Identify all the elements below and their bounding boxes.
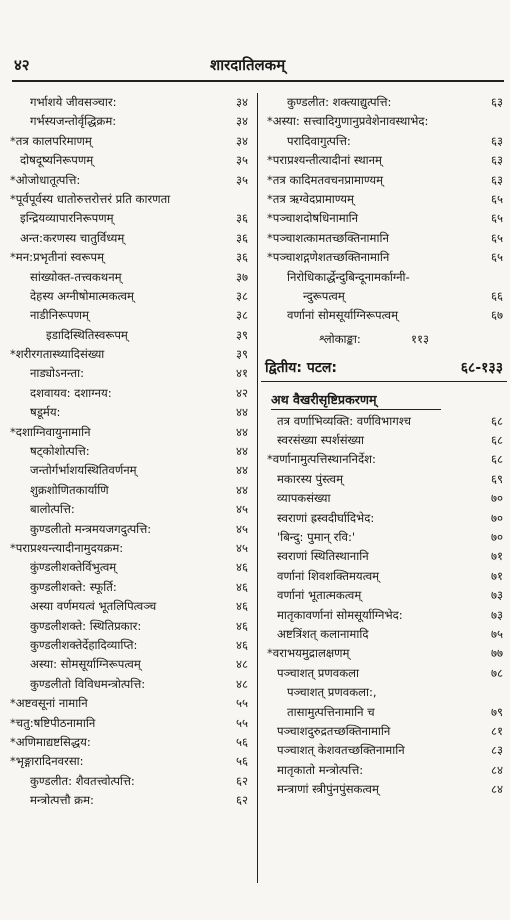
shloka-count-label: श्लोकाङ्का: [319,331,361,346]
entry-page-number: ८१ [490,723,503,738]
entry-title: नाड्योऽनन्ता: [30,366,84,381]
left-column [4,93,252,810]
entry-page-number: ७३ [490,607,503,622]
index-entry [261,606,507,625]
entry-title: *अष्टवसूनां नामानि [10,696,88,711]
entry-title: अस्या वर्णमयत्वं भूतलिपित्वञ्च [30,599,157,614]
entry-page-number: ४४ [235,482,248,497]
entry-title: परादिवागुत्पत्ति: [287,133,351,148]
entry-title: *पूर्वपूर्वस्य धातोरुत्तरोत्तरं प्रति कारणता [10,191,171,206]
entry-title: इन्द्रियव्यापारनिरूपणम् [20,211,114,226]
entry-page-number: ३८ [235,308,248,323]
index-entry [4,442,252,461]
entry-title: *पराप्रश्यन्त्यादीनामुदयक्रम: [10,540,124,555]
entry-page-number: ६३ [490,133,503,148]
index-entry [4,403,252,422]
entry-title: मातृकावर्णानां सोमसूर्याग्निभेद: [277,607,403,622]
entry-page-number: ७० [490,491,503,506]
entry-title: सांख्योक्त-तत्त्वकथनम् [30,269,122,284]
entry-title: स्वराणां स्थितिस्थानानि [277,549,369,564]
entry-title: मन्त्रोत्पत्तौ क्रम: [30,793,94,808]
right-column [261,93,507,800]
index-entry [4,520,252,539]
entry-page-number: ६२ [235,773,248,788]
entry-page-number: ६८ [490,413,503,428]
index-entry [4,655,252,674]
entry-page-number: ३४ [235,95,248,109]
entry-page-number: ६५ [490,191,503,206]
entry-page-number: ६९ [490,471,503,486]
running-title: शारदातिलकम् [210,56,286,74]
entry-page-number: ३७ [235,269,248,284]
entry-title: षट्कोशोत्पत्ति: [30,444,90,459]
index-entry [261,209,507,228]
entry-page-number: ८४ [490,762,503,777]
index-entry [4,190,252,209]
index-entry [261,229,507,248]
entry-title: *तत्र कादिमतवचनप्रामाण्यम् [267,172,384,187]
entry-title: कुण्डलीत: शैवतत्त्वोत्पत्ति: [30,773,135,788]
entry-title: कुण्डलीत: शक्त्याद्युत्पत्ति: [287,95,392,109]
index-entry [4,93,252,112]
entry-page-number: ३६ [235,230,248,245]
index-entry [4,326,252,345]
entry-page-number: ४४ [235,424,248,439]
index-entry [4,675,252,694]
entry-page-number: ७० [490,510,503,525]
index-entry [4,112,252,131]
index-entry [4,364,252,383]
entry-title: पञ्चाशत् प्रणवकला [277,665,359,680]
entry-page-number: ४६ [235,618,248,633]
index-entry [261,93,507,112]
section-title: द्वितीय: पटल: [265,359,337,376]
index-entry [261,509,507,528]
index-entry [261,722,507,741]
entry-page-number: ६३ [490,172,503,187]
index-entry [4,500,252,519]
entry-page-number: ५६ [235,734,248,749]
index-entry [4,481,252,500]
entry-title: कुण्डलीशक्ते: स्थितिप्रकार: [30,618,142,633]
entry-title: नाडीनिरूपणम् [30,308,89,323]
entry-title: पञ्चाशदुरुद्रतच्छक्तिनामानि [277,723,391,738]
entry-page-number: ४५ [235,502,248,517]
entry-title: 'बिन्दु: पुमान् रवि:' [277,530,356,545]
entry-title: बालोत्पत्ति: [30,502,75,517]
entry-title: *तत्र ऋग्वेदप्रामाण्यम् [267,191,354,206]
entry-page-number: ४४ [235,444,248,459]
entry-title: कुण्डलीतो विविधमन्त्रोत्पत्ति: [30,676,146,691]
index-entry [4,772,252,791]
entry-page-number: ४८ [235,676,248,691]
entry-page-number: ४६ [235,579,248,594]
index-entry [4,636,252,655]
index-entry [4,791,252,810]
entry-title: *चतु:षष्टिपीठनामानि [10,715,96,730]
entry-page-number: ३४ [235,133,248,148]
entry-title: *पराप्रश्यन्तीत्यादीनां स्थानम् [267,153,382,168]
entry-title: *पञ्चाशद्गणेशतच्छक्तिनामानि [267,250,390,265]
index-entry [261,780,507,799]
entry-title: स्वराणां ह्रस्वदीर्घादिभेद: [277,510,375,525]
entry-page-number: ४६ [235,637,248,652]
index-entry [261,132,507,151]
entry-title: *दशाग्निवायुनामानि [10,424,91,439]
entry-page-number: ८४ [490,782,503,797]
index-entry [261,112,507,131]
entry-page-number: ८३ [490,743,503,758]
entry-title: पञ्चाशत् प्रणवकला:, [287,685,377,700]
entry-page-number: ४४ [235,463,248,478]
entry-title: देहस्य अग्नीषोमात्मकत्वम् [30,288,134,303]
entry-title: *ओजोधातूत्पत्ति: [10,172,81,187]
entry-page-number: ६६ [490,288,503,303]
index-entry [4,597,252,616]
entry-title: कुण्डलीशक्ते: स्फूर्ति: [30,579,117,594]
index-entry [4,384,252,403]
entry-page-number: ३९ [235,347,248,362]
index-entry [4,694,252,713]
index-entry [261,761,507,780]
entry-title: दोषदूष्यनिरूपणम् [20,153,94,168]
entry-title: तासामुत्पत्तिनामानि च [287,704,375,719]
index-entry [261,567,507,586]
entry-title: गर्भस्यजन्तोर्वृद्धिक्रम: [30,114,117,129]
index-entry [261,190,507,209]
entry-title: कुण्डलीशक्तेर्देहादिव्याप्ति: [30,637,138,652]
entry-title: जन्तोर्गर्भाशयस्थितिवर्णनम् [30,463,137,478]
entry-page-number: ४१ [235,366,248,381]
index-entry [261,703,507,722]
entry-title: वर्णानां भूतात्मकत्वम् [277,588,362,603]
entry-title: मातृकातो मन्त्रोत्पत्ति: [277,762,364,777]
entry-title: अन्त:करणस्य चातुर्विध्यम् [20,230,125,245]
index-entry [4,248,252,267]
index-entry [261,431,507,450]
entry-page-number: ३६ [235,250,248,265]
entry-page-number: ६५ [490,230,503,245]
page-number: ४२ [14,56,30,74]
index-entry [4,617,252,636]
index-entry [261,268,507,287]
entry-title: *भृङ्गारादिनवरसा: [10,754,84,769]
index-entry [4,268,252,287]
entry-title: मकारस्य पुंस्त्वम् [277,471,344,486]
entry-title: अष्टत्रिंशत् कलानामादि [277,626,369,641]
index-entry [261,644,507,663]
index-entry [261,741,507,760]
entry-page-number: ३६ [235,211,248,226]
subsection-title: अथ वैखरीसृष्टिप्रकरणम् [271,391,377,407]
index-entry [261,683,507,702]
index-entry [4,578,252,597]
index-entry [261,528,507,547]
index-entry [4,306,252,325]
entry-page-number: ५६ [235,754,248,769]
index-entry [4,733,252,752]
entry-title: वर्णानां शिवशक्तिमयत्वम् [277,568,380,583]
entry-page-number: ३५ [235,153,248,168]
entry-page-number: ४८ [235,657,248,672]
right-column-top [261,93,507,326]
entry-page-number: ६७ [490,308,503,323]
entry-page-number: ६५ [490,250,503,265]
index-entry [261,450,507,469]
entry-title: कुंण्डलीशक्तेर्विभुत्वम् [30,560,117,575]
index-entry [261,547,507,566]
entry-title: पञ्चाशत् केशवतच्छक्तिनामानि [277,743,405,758]
entry-title: *अणिमाद्यष्टसिद्धय: [10,734,91,749]
shloka-count [261,326,507,352]
entry-title: *मन:प्रभृतीनां स्वरूपम् [10,250,105,265]
entry-page-number: ६५ [490,211,503,226]
index-entry [4,287,252,306]
entry-title: अस्या: सोमसूर्याग्निरूपत्वम् [30,657,141,672]
entry-page-number: ६३ [490,95,503,109]
entry-title: दशवायव: दशाग्नय: [30,385,112,400]
entry-title: गर्भाशये जीवसञ्चार: [30,95,117,109]
entry-page-number: ३५ [235,172,248,187]
entry-page-number: ४२ [235,385,248,400]
index-entry [4,558,252,577]
entry-page-number: ४५ [235,521,248,536]
section-rule [261,381,507,382]
index-entry [4,132,252,151]
index-entry [4,714,252,733]
index-entry [4,539,252,558]
index-entry [4,752,252,771]
entry-page-number: ४५ [235,540,248,555]
index-entry [4,345,252,364]
header-rule [12,80,504,82]
entry-page-number: ६८ [490,452,503,467]
entry-page-number: ६३ [490,153,503,168]
entry-title: *वराभयमुद्रालक्षणम् [267,646,350,661]
entry-title: *शरीरगतास्थ्यादिसंख्या [10,347,105,362]
entry-page-number: ४६ [235,560,248,575]
entry-page-number: ४४ [235,405,248,420]
entry-title: इडादिस्थितिस्वरूपम् [46,327,128,342]
entry-page-number: ७५ [490,626,503,641]
section-range: ६८-१३३ [460,359,503,376]
index-entry [261,171,507,190]
index-entry [261,489,507,508]
index-entry [261,248,507,267]
entry-title: *पञ्चाशदोषधिनामानि [267,211,359,226]
entry-title: व्यापकसंख्या [277,491,331,506]
entry-title: कुण्डलीतो मन्त्रमयजगदुत्पत्ति: [30,521,152,536]
entry-page-number: ४६ [235,599,248,614]
entry-title: निरोधिकार्द्धेन्दुबिन्दूनामर्काग्नी- [287,269,410,284]
index-entry [4,461,252,480]
entry-title: मन्त्राणां स्त्रीपुंनपुंसकत्वम् [277,782,379,797]
entry-page-number: ७९ [490,704,503,719]
index-entry [261,287,507,306]
entry-title: वर्णानां सोमसूर्याग्निरूपत्वम् [287,308,399,323]
entry-page-number: ५५ [235,715,248,730]
index-entry [261,470,507,489]
shloka-count-value: ११३ [411,331,430,346]
index-entry [4,229,252,248]
entry-page-number: ७३ [490,588,503,603]
subsection-heading [261,388,507,412]
index-entry [4,171,252,190]
entry-page-number: ७० [490,530,503,545]
index-entry [261,412,507,431]
index-entry [261,306,507,325]
right-column-bottom [261,412,507,800]
section-heading [261,352,507,382]
subsection-underline [271,409,441,410]
entry-page-number: ७१ [490,549,503,564]
entry-title: स्वरसंख्या स्पर्शसंख्या [277,433,365,448]
column-divider [257,93,258,883]
entry-page-number: ६२ [235,793,248,808]
index-entry [4,209,252,228]
index-entry [4,423,252,442]
entry-title: *पञ्चाशत्कामतच्छक्तिनामानि [267,230,389,245]
entry-page-number: ३९ [235,327,248,342]
entry-title: शुक्रशोणितकार्याणि [30,482,109,497]
entry-title: न्दुरूपत्वम् [303,288,345,303]
entry-page-number: ७१ [490,568,503,583]
entry-title: *वर्णानामुत्पत्तिस्थाननिर्देश: [267,452,376,467]
index-entry [261,151,507,170]
index-entry [261,664,507,683]
entry-page-number: ७७ [490,646,503,661]
entry-title: *अस्या: सत्त्वादिगुणानुप्रवेशेनावस्थाभेद: [267,114,429,129]
entry-page-number: ५५ [235,696,248,711]
entry-page-number: ३४ [235,114,248,129]
entry-page-number: ६८ [490,433,503,448]
index-entry [261,625,507,644]
index-entry [261,586,507,605]
entry-title: *तत्र कालपरिमाणम् [10,133,92,148]
entry-title: षडूर्मय: [30,405,61,420]
entry-page-number: ७८ [490,665,503,680]
entry-page-number: ३८ [235,288,248,303]
entry-title: तत्र वर्णाभिव्यक्ति: वर्णविभागश्च [277,413,412,428]
index-entry [4,151,252,170]
